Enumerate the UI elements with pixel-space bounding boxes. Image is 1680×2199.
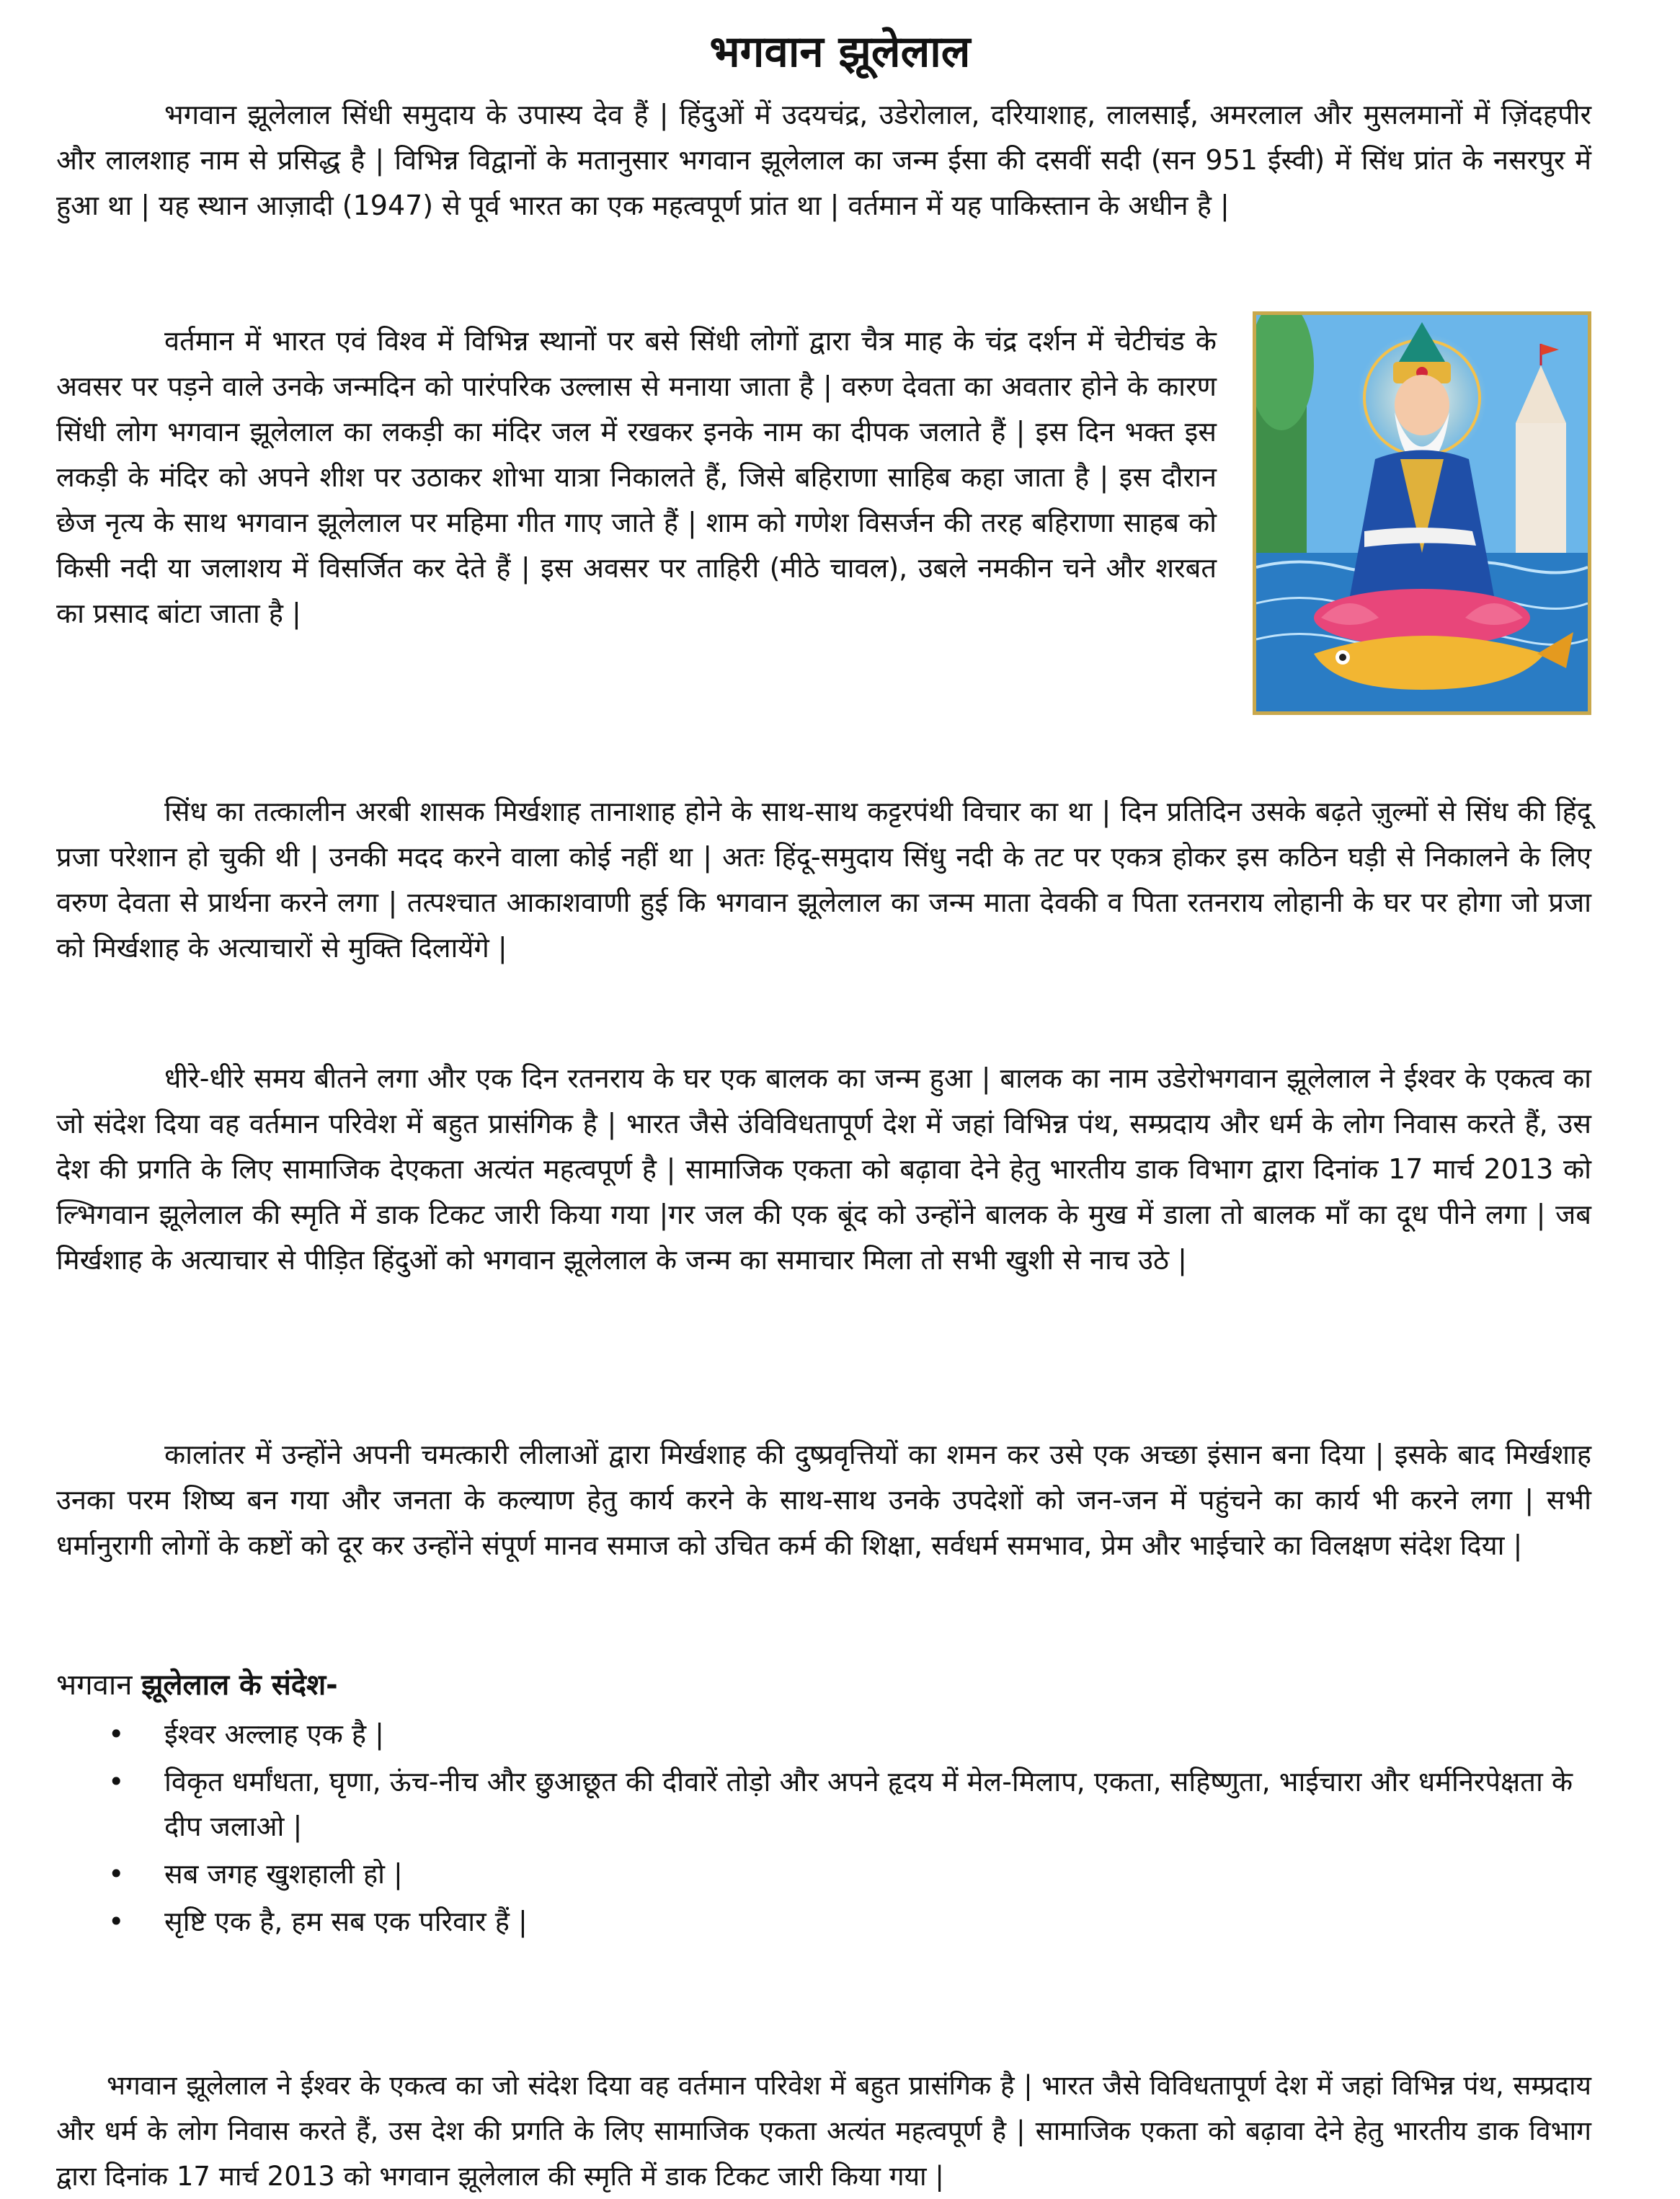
bullet-icon: • <box>108 1718 125 1750</box>
list-item-text: ईश्वर अल्लाह एक है | <box>164 1718 384 1750</box>
bullet-icon: • <box>108 1766 125 1798</box>
paragraph-intro: भगवान झूलेलाल सिंधी समुदाय के उपास्य देव हैं | हिंदुओं में उदयचंद्र, उडेरोलाल, दरियाशाह, लालसाईं, अमरलाल और मुसलमानों में ज़िंदहपीर और लालशाह नाम से प्रसिद्ध है | विभिन्न विद्वानों के मतानुसार भगवान झूलेलाल का जन्म ईसा की दसवीं सदी (सन 951 ईस्वी) में सिंध प्रांत के नसरपुर में हुआ था | यह स्थान आज़ादी (1947) से पूर्व भारत का एक महत्वपूर्ण प्रांत था | वर्तमान में यह पाकिस्तान के अधीन है | <box>56 99 1591 221</box>
jhulelal-illustration <box>1253 311 1591 715</box>
list-item-text: सब जगह खुशहाली हो | <box>164 1858 403 1890</box>
messages-heading-plain: भगवान <box>56 1669 142 1702</box>
paragraph-conclusion: भगवान झूलेलाल ने ईश्वर के एकत्व का जो संदेश दिया वह वर्तमान परिवेश में बहुत प्रासंगिक है | भारत जैसे विविधतापूर्ण देश में जहां विभिन्न पंथ, सम्प्रदाय और धर्म के लोग निवास करते हैं, उस देश की प्रगति के लिए सामाजिक एकता अत्यंत महत्वपूर्ण है | सामाजिक एकता को बढ़ावा देने हेतु भारतीय डाक विभाग द्वारा दिनांक 17 मार्च 2013 को भगवान झूलेलाल की स्मृति में डाक टिकट जारी किया गया | <box>56 2070 1591 2192</box>
list-item <box>101 1899 1593 1944</box>
jhulelal-picture-icon <box>1256 315 1588 711</box>
paragraph-celebration: वर्तमान में भारत एवं विश्व में विभिन्न स्थानों पर बसे सिंधी लोगों द्वारा चैत्र माह के चंद्र दर्शन में चेटीचंड के अवसर पर पड़ने वाले उनके जन्मदिन को पारंपरिक उल्लास से मनाया जाता है | वरुण देवता का अवतार होने के कारण सिंधी लोग भगवान झूलेलाल का लकड़ी का मंदिर जल में रखकर इनके नाम का दीपक जलाते हैं | इस दिन भक्त इस लकड़ी के मंदिर को अपने शीश पर उठाकर शोभा यात्रा निकालते हैं, जिसे बहिराणा साहिब कहा जाता है | इस दौरान छेज नृत्य के साथ भगवान झूलेलाल पर महिमा गीत गाए जाते हैं | शाम को गणेश विसर्जन की तरह बहिराणा साहब को किसी नदी या जलाशय में विसर्जित कर देते हैं | इस अवसर पर ताहिरी (मीठे चावल), उबले नमकीन चने और शरबत का प्रसाद बांटा जाता है | <box>56 325 1217 629</box>
messages-heading-bold: झूलेलाल के संदेश- <box>141 1669 338 1702</box>
list-item-text: विकृत धर्मांधता, घृणा, ऊंच-नीच और छुआछूत की दीवारें तोड़ो और अपने हृदय में मेल-मिलाप, एकता, सहिष्णुता, भाईचारा और धर्मनिरपेक्षता के दीप जलाओ | <box>164 1766 1573 1842</box>
list-item <box>101 1712 1593 1756</box>
paragraph-mirkhshah: सिंध का तत्कालीन अरबी शासक मिर्खशाह तानाशाह होने के साथ-साथ कट्टरपंथी विचार का था | दिन प्रतिदिन उसके बढ़ते ज़ुल्मों से सिंध की हिंदू प्रजा परेशान हो चुकी थी | उनकी मदद करने वाला कोई नहीं था | अतः हिंदू-समुदाय सिंधु नदी के तट पर एकत्र होकर इस कठिन घड़ी से निकालने के लिए वरुण देवता से प्रार्थना करने लगा | तत्पश्चात आकाशवाणी हुई कि भगवान झूलेलाल का जन्म माता देवकी व पिता रतनराय लोहानी के घर पर होगा जो प्रजा को मिर्खशाह के अत्याचारों से मुक्ति दिलायेंगे | <box>56 796 1591 964</box>
bullet-icon: • <box>108 1858 125 1890</box>
page-title: भगवान झूलेलाल <box>709 27 971 77</box>
list-item <box>101 1759 1593 1849</box>
bullet-icon: • <box>108 1906 125 1937</box>
messages-list <box>101 1712 1593 1947</box>
messages-heading <box>56 1663 338 1707</box>
list-item-text: सृष्टि एक है, हम सब एक परिवार हैं | <box>164 1906 528 1937</box>
paragraph-birth: धीरे-धीरे समय बीतने लगा और एक दिन रतनराय के घर एक बालक का जन्म हुआ | बालक का नाम उडेरोभगवान झूलेलाल ने ईश्वर के एकत्व का जो संदेश दिया वह वर्तमान परिवेश में बहुत प्रासंगिक है | भारत जैसे उंविविधतापूर्ण देश में जहां विभिन्न पंथ, सम्प्रदाय और धर्म के लोग निवास करते हैं, उस देश की प्रगति के लिए सामाजिक देएकता अत्यंत महत्वपूर्ण है | सामाजिक एकता को बढ़ावा देने हेतु भारतीय डाक विभाग द्वारा दिनांक 17 मार्च 2013 को ल्भिगवान झूलेलाल की स्मृति में डाक टिकट जारी किया गया |गर जल की एक बूंद को उन्होंने बालक के मुख में डाला तो बालक माँ का दूध पीने लगा | जब मिर्खशाह के अत्याचार से पीड़ित हिंदुओं को भगवान झूलेलाल के जन्म का समाचार मिला तो सभी खुशी से नाच उठे | <box>56 1062 1591 1276</box>
list-item <box>101 1852 1593 1896</box>
paragraph-miracles: कालांतर में उन्होंने अपनी चमत्कारी लीलाओं द्वारा मिर्खशाह की दुष्प्रवृत्तियों का शमन कर उसे एक अच्छा इंसान बना दिया | इसके बाद मिर्खशाह उनका परम शिष्य बन गया और जनता के कल्याण हेतु कार्य करने के साथ-साथ उनके उपदेशों को जन-जन में पहुंचने का कार्य भी करने लगा | सभी धर्मानुरागी लोगों के कष्टों को दूर कर उन्होंने संपूर्ण मानव समाज को उचित कर्म की शिक्षा, सर्वधर्म समभाव, प्रेम और भाईचारे का विलक्षण संदेश दिया | <box>56 1439 1591 1561</box>
